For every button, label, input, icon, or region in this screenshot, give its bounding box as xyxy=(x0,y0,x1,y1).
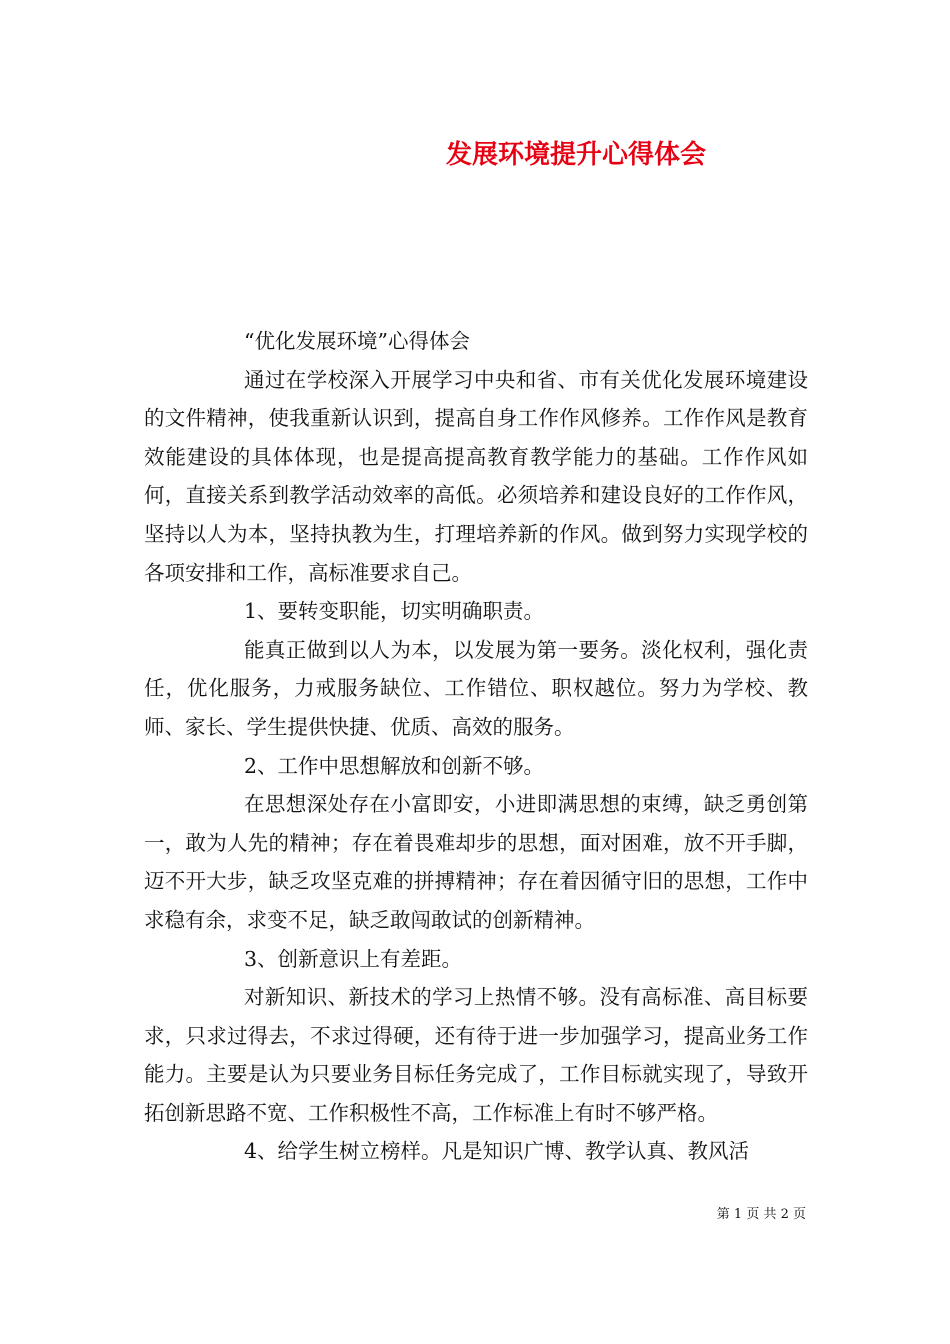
section-heading-1: 1、要转变职能，切实明确职责。 xyxy=(244,599,545,624)
section-heading-2: 2、工作中思想解放和创新不够。 xyxy=(244,753,545,778)
document-body xyxy=(144,322,808,1171)
section-heading-3: 3、创新意识上有差距。 xyxy=(244,946,463,971)
section-heading-4: 4、给学生树立榜样。凡是知识广博、教学认真、教风活 xyxy=(244,1139,750,1164)
paragraph-section-1: 能真正做到以人为本，以发展为第一要务。淡化权利，强化责任，优化服务，力戒服务缺位、工作错位、职权越位。努力为学校、教师、家长、学生提供快捷、优质、高效的服务。 xyxy=(144,637,808,739)
document-title: 发展环境提升心得体会 xyxy=(445,140,706,170)
page-number-footer: 第 1 页 共 2 页 xyxy=(716,1207,806,1222)
paragraph-intro: 通过在学校深入开展学习中央和省、市有关优化发展环境建设的文件精神，使我重新认识到，提高自身工作作风修养。工作作风是教育效能建设的具体体现，也是提高提高教育教学能力的基础。工作作风如何，直接关系到教学活动效率的高低。必须培养和建设良好的工作作风，坚持以人为本，坚持执教为生，打理培养新的作风。做到努力实现学校的各项安排和工作，高标准要求自己。 xyxy=(144,367,808,585)
paragraph-subtitle: “优化发展环境”心得体会 xyxy=(244,329,470,353)
paragraph-section-2: 在思想深处存在小富即安，小进即满思想的束缚，缺乏勇创第一，敢为人先的精神；存在着畏难却步的思想，面对困难，放不开手脚，迈不开大步，缺乏攻坚克难的拼搏精神；存在着因循守旧的思想，工作中求稳有余，求变不足，缺乏敢闯敢试的创新精神。 xyxy=(144,792,808,932)
paragraph-section-3: 对新知识、新技术的学习上热情不够。没有高标准、高目标要求，只求过得去，不求过得硬，还有待于进一步加强学习，提高业务工作能力。主要是认为只要业务目标任务完成了，工作目标就实现了，导致开拓创新思路不宽、工作积极性不高，工作标准上有时不够严格。 xyxy=(144,985,808,1125)
